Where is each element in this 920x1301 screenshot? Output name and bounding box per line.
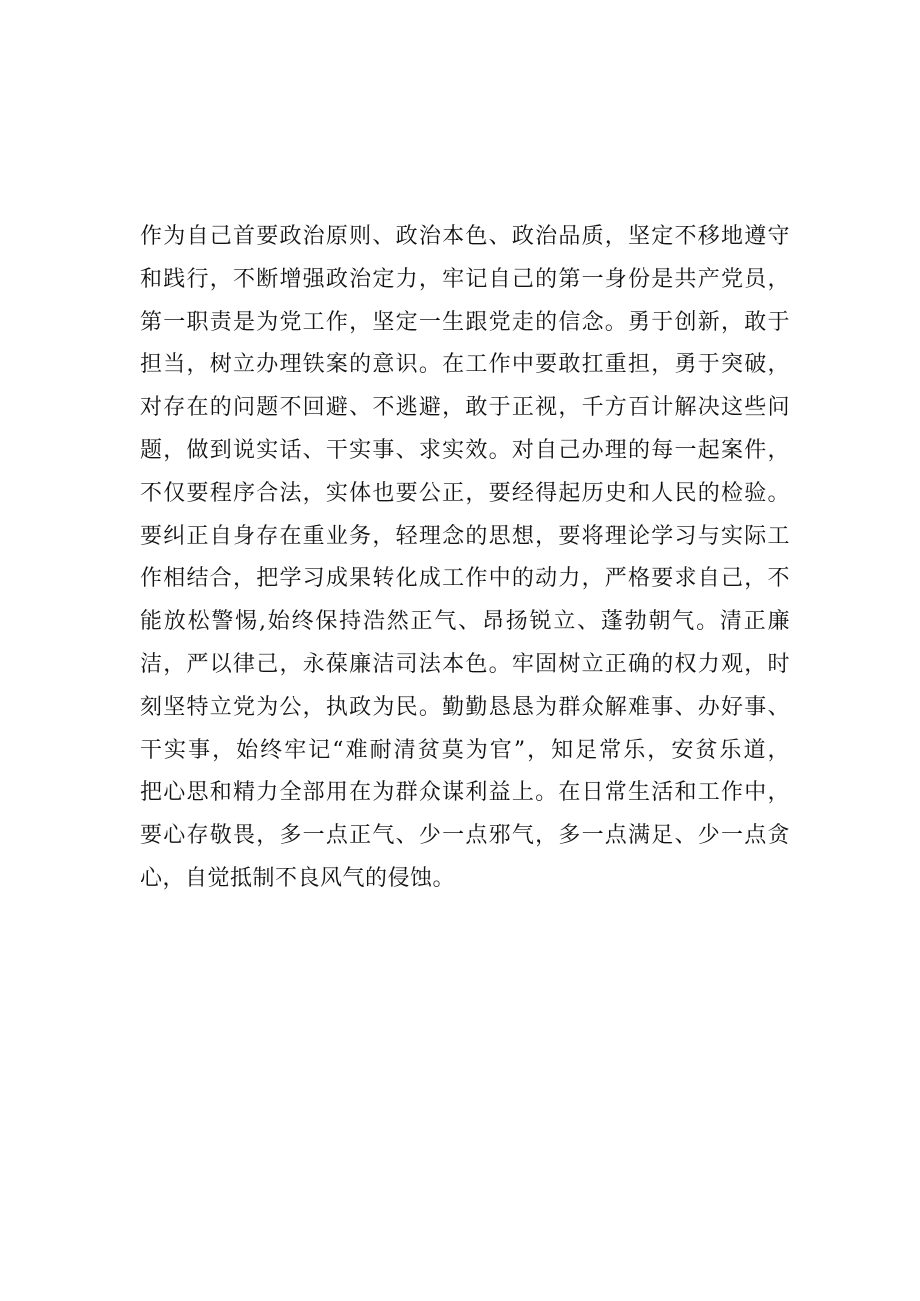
text-line: 把心思和精力全部用在为群众谋利益上。在日常生活和工作中， xyxy=(140,780,790,806)
text-line: 干实事，始终牢记“难耐清贫莫为官”，知足常乐，安贫乐道， xyxy=(140,737,790,763)
text-line: 刻坚特立党为公，执政为民。勤勤恳恳为群众解难事、办好事、 xyxy=(140,694,790,720)
text-line: 要纠正自身存在重业务，轻理念的思想，要将理论学习与实际工 xyxy=(140,523,790,549)
text-line: 对存在的问题不回避、不逃避，敢于正视，千方百计解决这些问 xyxy=(140,395,790,421)
text-line: 第一职责是为党工作，坚定一生跟党走的信念。勇于创新，敢于 xyxy=(140,309,790,335)
text-line: 题，做到说实话、干实事、求实效。对自己办理的每一起案件， xyxy=(140,437,790,463)
text-line: 作相结合，把学习成果转化成工作中的动力，严格要求自己，不 xyxy=(140,566,790,592)
text-line: 担当，树立办理铁案的意识。在工作中要敢扛重担，勇于突破， xyxy=(140,352,790,378)
text-line: 洁，严以律己，永葆廉洁司法本色。牢固树立正确的权力观，时 xyxy=(140,651,790,677)
text-line: 能放松警惕,始终保持浩然正气、昂扬锐立、蓬勃朝气。清正廉 xyxy=(140,609,790,635)
body-paragraph xyxy=(140,216,790,901)
text-line: 和践行，不断增强政治定力，牢记自己的第一身份是共产党员， xyxy=(140,266,790,292)
text-line: 作为自己首要政治原则、政治本色、政治品质，坚定不移地遵守 xyxy=(140,224,790,249)
text-line: 要心存敬畏，多一点正气、少一点邪气，多一点满足、少一点贪 xyxy=(140,823,790,849)
text-line: 心，自觉抵制不良风气的侵蚀。 xyxy=(140,865,456,891)
text-line: 不仅要程序合法，实体也要公正，要经得起历史和人民的检验。 xyxy=(140,480,790,506)
